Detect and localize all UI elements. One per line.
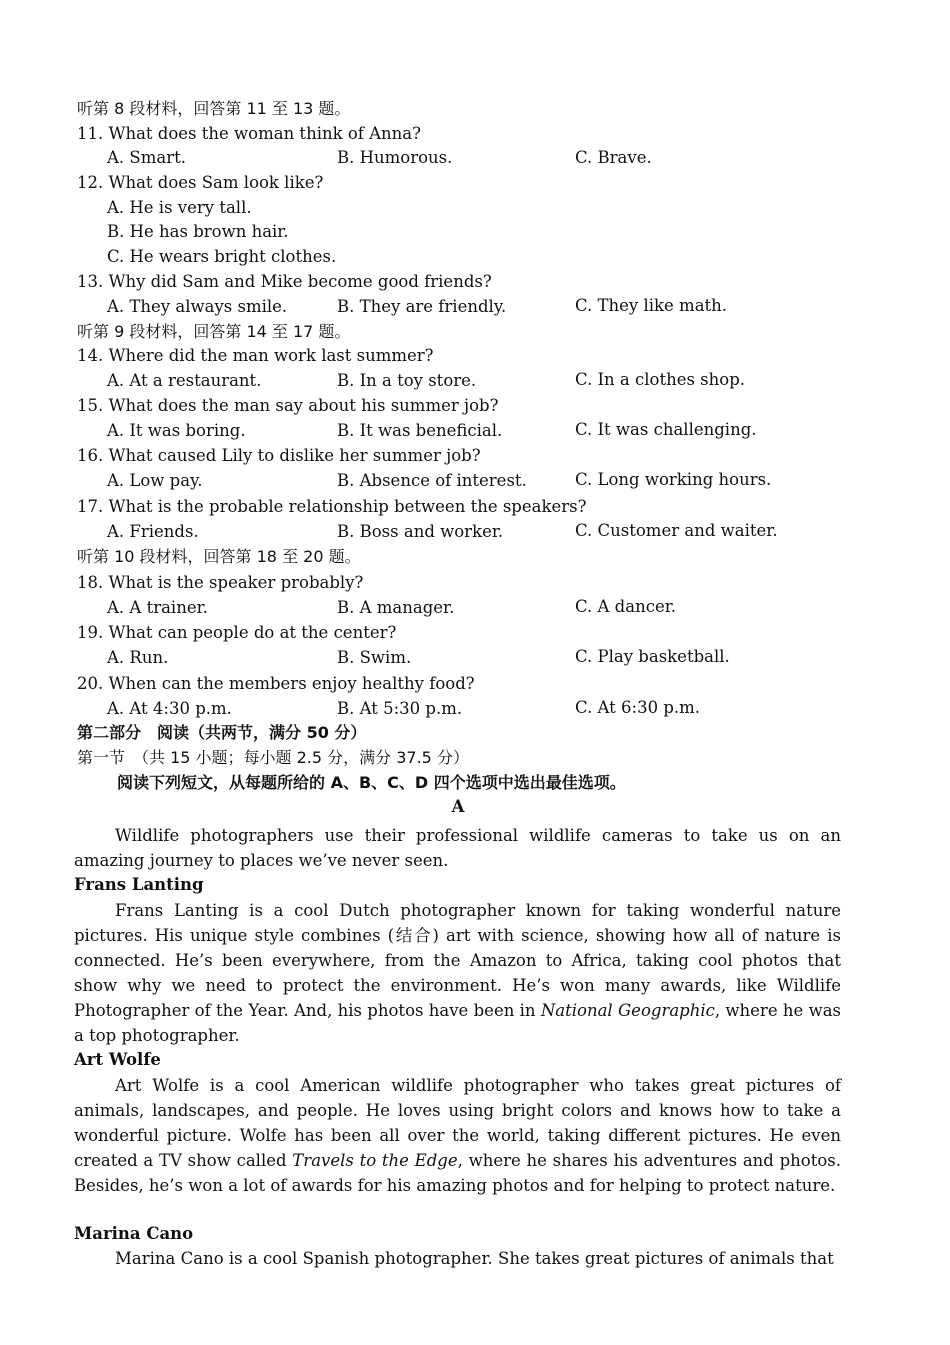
lanting-text: Frans Lanting is a cool Dutch photographer known for taking wonderful nature pictures. His unique style combines (结合) art with science, showing how all of nature is connected. He’s been everywhere, from the Amazon to Africa, taking cool photos that show why we need to protect the environment. He’s won many awards, like Wildlife Photographer of the Year. And, his photos have been in [74, 901, 841, 1020]
q11-stem: 11. What does the woman think of Anna? [77, 124, 421, 143]
paragraph-marina-cano: Marina Cano is a cool Spanish photographer. She takes great pictures of animals that [115, 1249, 834, 1268]
lanting-text-end: , where he was a top photographer. [74, 1001, 842, 1045]
heading-marina-cano: Marina Cano [74, 1224, 194, 1243]
wolfe-text-end: , where he shares his adventures and photos. Besides, he’s won a lot of awards for his amazing photos and for helping to protect nature. [74, 1151, 841, 1195]
q17-stem: 17. What is the probable relationship between the speakers? [77, 497, 587, 516]
paragraph-frans-lanting [74, 898, 841, 1048]
q19-stem: 19. What can people do at the center? [77, 623, 397, 642]
wolfe-text: Art Wolfe is a cool American wildlife photographer who takes great pictures of animals, landscapes, and people. He loves using bright colors and knows how to take a wonderful picture. Wolfe has been all over the world, taking different pictures. He even created a TV show called [74, 1076, 841, 1170]
section-10-heading: 听第 10 段材料，回答第 18 至 20 题。 [77, 547, 361, 566]
q18-option-b: B. A manager. [337, 598, 455, 617]
reading-instruction: 阅读下列短文，从每题所给的 A、B、C、D 四个选项中选出最佳选项。 [117, 773, 626, 792]
q19-option-a: A. Run. [107, 648, 169, 667]
magazine-title: National Geographic [540, 1001, 715, 1020]
q16-option-a: A. Low pay. [107, 471, 203, 490]
q18-option-c: C. A dancer. [575, 597, 677, 616]
q14-option-b: B. In a toy store. [337, 371, 477, 390]
section-8-heading: 听第 8 段材料，回答第 11 至 13 题。 [77, 99, 351, 118]
q11-option-c: C. Brave. [575, 148, 652, 167]
paragraph-art-wolfe [74, 1073, 841, 1198]
passage-intro: Wildlife photographers use their professional wildlife cameras to take us on an amazing journey to places we’ve never seen. [74, 826, 841, 870]
heading-art-wolfe: Art Wolfe [74, 1050, 161, 1069]
q20-option-c: C. At 6:30 p.m. [575, 698, 701, 717]
q12-option-a: A. He is very tall. [107, 198, 252, 217]
q17-option-c: C. Customer and waiter. [575, 521, 778, 540]
q15-stem: 15. What does the man say about his summer job? [77, 396, 499, 415]
q16-option-b: B. Absence of interest. [337, 471, 527, 490]
q17-option-a: A. Friends. [107, 522, 199, 541]
heading-frans-lanting: Frans Lanting [74, 875, 204, 894]
q12-option-c: C. He wears bright clothes. [107, 247, 337, 266]
section-9-heading: 听第 9 段材料，回答第 14 至 17 题。 [77, 322, 351, 341]
q17-option-b: B. Boss and worker. [337, 522, 504, 541]
q20-option-a: A. At 4:30 p.m. [107, 699, 232, 718]
q18-option-a: A. A trainer. [107, 598, 208, 617]
q16-stem: 16. What caused Lily to dislike her summer job? [77, 446, 481, 465]
passage-label: A [451, 797, 465, 816]
q14-option-a: A. At a restaurant. [107, 371, 262, 390]
q19-option-c: C. Play basketball. [575, 647, 730, 666]
q13-option-b: B. They are friendly. [337, 297, 507, 316]
q13-option-a: A. They always smile. [107, 297, 288, 316]
q15-option-b: B. It was beneficial. [337, 421, 503, 440]
q14-option-c: C. In a clothes shop. [575, 370, 746, 389]
q20-stem: 20. When can the members enjoy healthy food? [77, 674, 475, 693]
q12-stem: 12. What does Sam look like? [77, 173, 324, 192]
q20-option-b: B. At 5:30 p.m. [337, 699, 463, 718]
q12-option-b: B. He has brown hair. [107, 222, 289, 241]
q16-option-c: C. Long working hours. [575, 470, 772, 489]
q15-option-a: A. It was boring. [107, 421, 246, 440]
q19-option-b: B. Swim. [337, 648, 412, 667]
section-1-heading: 第一节 （共 15 小题；每小题 2.5 分，满分 37.5 分） [77, 748, 469, 767]
q14-stem: 14. Where did the man work last summer? [77, 346, 434, 365]
q13-stem: 13. Why did Sam and Mike become good friends? [77, 272, 492, 291]
q15-option-c: C. It was challenging. [575, 420, 757, 439]
q13-option-c: C. They like math. [575, 296, 728, 315]
q11-option-b: B. Humorous. [337, 148, 453, 167]
part-2-heading: 第二部分 阅读（共两节，满分 50 分） [77, 723, 367, 742]
q18-stem: 18. What is the speaker probably? [77, 573, 364, 592]
q11-option-a: A. Smart. [107, 148, 186, 167]
tv-show-title: Travels to the Edge [292, 1151, 458, 1170]
